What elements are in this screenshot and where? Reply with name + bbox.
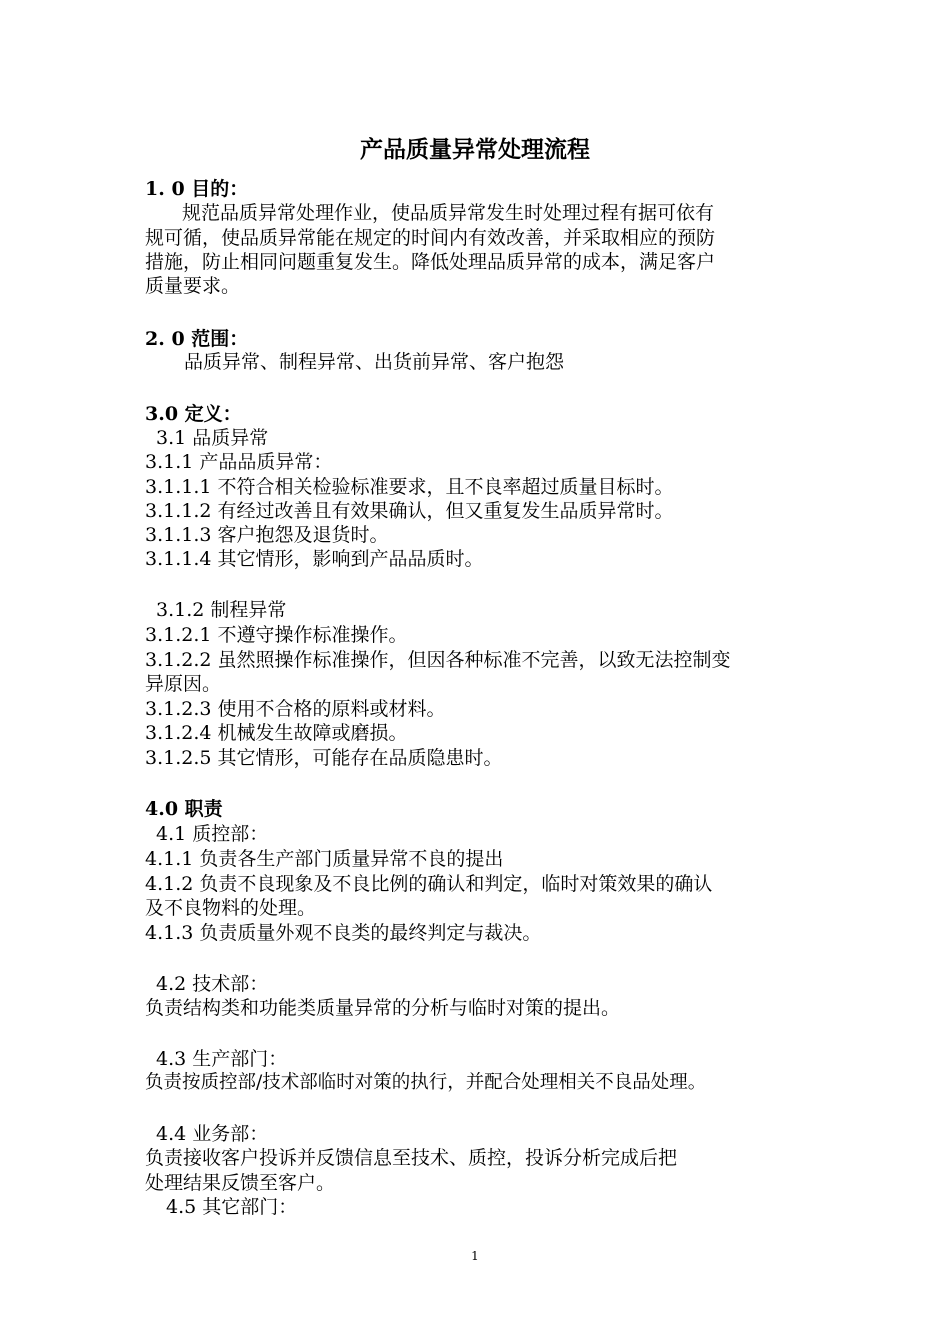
document-title: 产品质量异常处理流程: [360, 136, 590, 163]
subsection-heading: 4.4 业务部：: [156, 1123, 269, 1145]
section-heading-definitions: 3.0 定义：: [145, 403, 242, 425]
section-heading-scope: 2. 0 范围：: [145, 328, 249, 350]
list-item: 异原因。: [145, 673, 222, 695]
list-item: 4.1.2 负责不良现象及不良比例的确认和判定，临时对策效果的确认: [145, 873, 713, 895]
list-item: 3.1.1.3 客户抱怨及退货时。: [145, 524, 389, 546]
list-item: 3.1.2.3 使用不合格的原料或材料。: [145, 698, 446, 720]
list-item: 3.1.1 产品品质异常：: [145, 451, 333, 473]
paragraph-line: 品质异常、制程异常、出货前异常、客户抱怨: [184, 351, 565, 373]
list-item: 3.1.2.5 其它情形，可能存在品质隐患时。: [145, 747, 503, 769]
section-heading-responsibilities: 4.0 职责: [145, 798, 223, 820]
page-number: 1: [471, 1249, 479, 1263]
list-item: 3.1.2.4 机械发生故障或磨损。: [145, 722, 408, 744]
list-item: 4.1.1 负责各生产部门质量异常不良的提出: [145, 848, 504, 870]
section-heading-purpose: 1. 0 目的：: [145, 178, 249, 200]
subsection-heading: 3.1 品质异常: [156, 427, 269, 449]
subsection-heading: 3.1.2 制程异常: [156, 599, 287, 621]
subsection-heading: 4.1 质控部：: [156, 823, 269, 845]
subsection-heading: 4.2 技术部：: [156, 973, 269, 995]
paragraph-line: 负责按质控部/技术部临时对策的执行，并配合处理相关不良品处理。: [145, 1072, 707, 1093]
list-item: 3.1.1.4 其它情形，影响到产品品质时。: [145, 548, 484, 570]
paragraph-line: 规范品质异常处理作业，使品质异常发生时处理过程有据可依有: [182, 202, 715, 224]
subsection-heading: 4.5 其它部门：: [166, 1196, 298, 1218]
list-item: 3.1.2.2 虽然照操作标准操作，但因各种标准不完善，以致无法控制变: [145, 649, 731, 671]
paragraph-line: 规可循，使品质异常能在规定的时间内有效改善，并采取相应的预防: [145, 227, 716, 249]
paragraph-line: 质量要求。: [145, 275, 241, 297]
paragraph-line: 处理结果反馈至客户。: [145, 1172, 336, 1194]
list-item: 4.1.3 负责质量外观不良类的最终判定与裁决。: [145, 922, 542, 944]
list-item: 3.1.1.1 不符合相关检验标准要求，且不良率超过质量目标时。: [145, 476, 674, 498]
paragraph-line: 负责结构类和功能类质量异常的分析与临时对策的提出。: [145, 997, 621, 1019]
list-item: 3.1.2.1 不遵守操作标准操作。: [145, 624, 408, 646]
subsection-heading: 4.3 生产部门：: [156, 1048, 288, 1070]
paragraph-line: 措施，防止相同问题重复发生。降低处理品质异常的成本，满足客户: [145, 251, 716, 273]
list-item: 3.1.1.2 有经过改善且有效果确认，但又重复发生品质异常时。: [145, 500, 674, 522]
list-item: 及不良物料的处理。: [145, 897, 317, 919]
paragraph-line: 负责接收客户投诉并反馈信息至技术、质控，投诉分析完成后把: [145, 1147, 678, 1169]
